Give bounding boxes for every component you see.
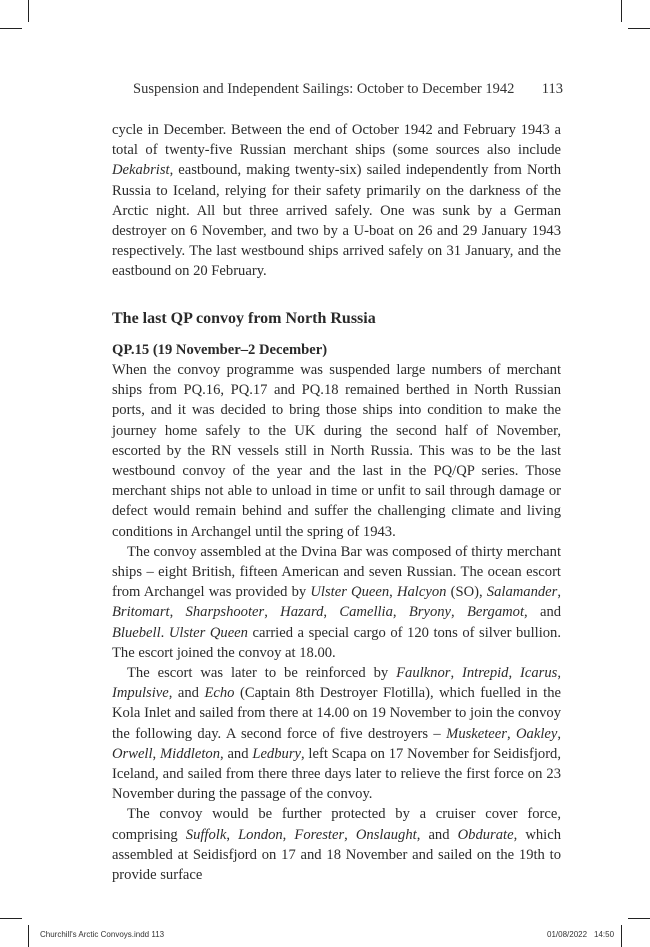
slug-file: Churchill's Arctic Convoys.indd 113 — [40, 930, 165, 939]
crop-mark-left-bottom — [0, 918, 22, 919]
crop-mark-right-bottom — [628, 918, 650, 919]
intro-paragraph-block — [112, 120, 561, 282]
slug-time: 14:50 — [594, 930, 615, 939]
body-text — [112, 360, 561, 885]
ship-name: Dekabrist — [112, 162, 170, 179]
body-paragraph-3: The escort was later to be reinforced by Faulknor, Intrepid, Icarus, Impulsive, and Echo (Captain 8th Destroyer Flotilla), which fuelled in the Kola Inlet and sailed from there at 14.00 on 19 November to join the convoy the following day. A second force of five destroyers – Musketeer, Oakley, Orwell, Middleton, and Ledbury, left Scapa on 17 November for Seidisfjord, Iceland, and sailed from there three days later to relieve the first force on 23 November during the passage of the convoy. — [112, 665, 561, 803]
crop-mark-top-left — [28, 0, 29, 22]
running-head-title: Suspension and Independent Sailings: October to December 1942 — [133, 81, 515, 97]
intro-paragraph: cycle in December. Between the end of October 1942 and February 1943 a total of twenty-five Russian merchant ships (some sources also include Dekabrist, eastbound, making twenty-six) sailed independently from North Russia to Iceland, relying for their safety primarily on the darkness of the Arctic night. All but three arrived safely. One was sunk by a German destroyer on 6 November, and two by a U-boat on 26 and 29 January 1943 respectively. The last westbound ships arrived safely on 31 January, and the eastbound on 20 February. — [112, 122, 561, 280]
running-head — [133, 81, 563, 98]
body-paragraph-4: The convoy would be further protected by a cruiser cover force, comprising Suffolk, London, Forester, Onslaught, and Obdurate, which assembled at Seidisfjord on 17 and 18 November and sailed on the 19th to provide surface — [112, 806, 561, 884]
crop-mark-bottom-right — [621, 925, 622, 947]
crop-mark-bottom-left — [28, 925, 29, 947]
body-paragraph-2: The convoy assembled at the Dvina Bar was composed of thirty merchant ships – eight British, fifteen American and seven Russian. The ocean escort from Archangel was provided by Ulster Queen, Halcyon (SO), Salamander, Britomart, Sharpshooter, Hazard, Camellia, Bryony, Bergamot, and Bluebell. Ulster Queen carried a special cargo of 120 tons of silver bullion. The escort joined the convoy at 18.00. — [112, 543, 562, 661]
slug-date: 01/08/2022 — [547, 930, 588, 939]
crop-mark-left-top — [0, 28, 22, 29]
section-heading: The last QP convoy from North Russia — [112, 310, 376, 327]
subsection-heading: QP.15 (19 November–2 December) — [112, 342, 328, 358]
crop-mark-top-right — [621, 0, 622, 22]
crop-mark-right-top — [628, 28, 650, 29]
page-number: 113 — [541, 81, 563, 97]
body-paragraph-1: When the convoy programme was suspended large numbers of merchant ships from PQ.16, PQ.17 and PQ.18 remained berthed in North Russian ports, and it was decided to bring those ships into condition to make the journey home safely to the UK during the second half of November, escorted by the RN vessels still in North Russia. This was to be the last westbound convoy of the year and the last in the PQ/QP series. Those merchant ships not able to unload in time or unfit to sail through damage or defect would remain behind and suffer the challenging climate and living conditions in Archangel until the spring of 1943. — [112, 362, 561, 540]
